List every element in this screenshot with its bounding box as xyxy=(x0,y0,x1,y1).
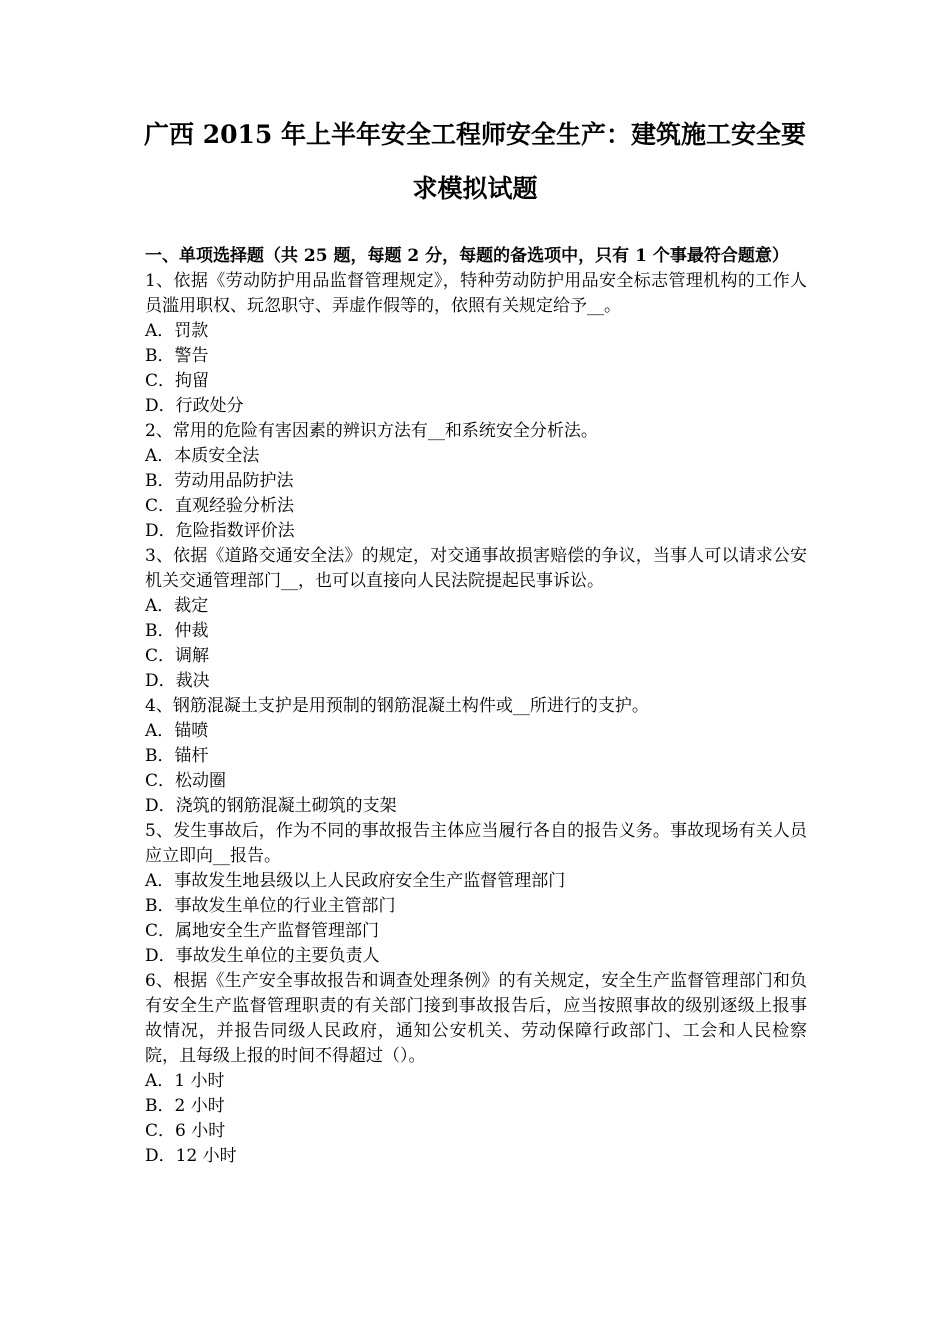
option-a: A．本质安全法 xyxy=(145,446,260,466)
question-stem: 1、依据《劳动防护用品监督管理规定》，特种劳动防护用品安全标志管理机构的工作人员滥用职权、玩忽职守、弄虚作假等的，依照有关规定给予__。 xyxy=(145,271,807,316)
question-stem: 5、发生事故后，作为不同的事故报告主体应当履行各自的报告义务。事故现场有关人员应立即向__报告。 xyxy=(145,821,807,866)
option-a: A．锚喷 xyxy=(145,721,209,741)
option-a: A．罚款 xyxy=(145,321,209,341)
section-heading: 一、单项选择题（共 25 题，每题 2 分，每题的备选项中，只有 1 个事最符合题意） xyxy=(145,246,789,266)
option-d: D．裁决 xyxy=(145,671,210,691)
question-stem: 6、根据《生产安全事故报告和调查处理条例》的有关规定，安全生产监督管理部门和负有安全生产监督管理职责的有关部门接到事故报告后，应当按照事故的级别逐级上报事故情况，并报告同级人民政府，通知公安机关、劳动保障行政部门、工会和人民检察院，且每级上报的时间不得超过（）。 xyxy=(145,971,807,1066)
option-c: C．属地安全生产监督管理部门 xyxy=(145,921,380,941)
option-b: B．事故发生单位的行业主管部门 xyxy=(145,896,396,916)
option-c: C．拘留 xyxy=(145,371,210,391)
option-b: B．劳动用品防护法 xyxy=(145,471,294,491)
option-c: C．调解 xyxy=(145,646,210,666)
question-2 xyxy=(145,419,807,544)
question-4 xyxy=(145,694,807,819)
option-a: A．1 小时 xyxy=(145,1071,225,1091)
question-stem: 4、钢筋混凝土支护是用预制的钢筋混凝土构件或__所进行的支护。 xyxy=(145,696,649,716)
document-body xyxy=(145,244,807,1169)
option-d: D．行政处分 xyxy=(145,396,244,416)
option-a: A．裁定 xyxy=(145,596,209,616)
question-1 xyxy=(145,269,807,419)
question-3 xyxy=(145,544,807,694)
option-b: B．锚杆 xyxy=(145,746,209,766)
question-6 xyxy=(145,969,807,1169)
option-b: B．2 小时 xyxy=(145,1096,225,1116)
option-d: D．12 小时 xyxy=(145,1146,237,1166)
option-d: D．事故发生单位的主要负责人 xyxy=(145,946,380,966)
option-d: D．危险指数评价法 xyxy=(145,521,295,541)
question-5 xyxy=(145,819,807,969)
option-c: C．6 小时 xyxy=(145,1121,226,1141)
document-title-line-2: 求模拟试题 xyxy=(412,174,538,203)
option-b: B．仲裁 xyxy=(145,621,209,641)
question-stem: 3、依据《道路交通安全法》的规定，对交通事故损害赔偿的争议，当事人可以请求公安机关交通管理部门__，也可以直接向人民法院提起民事诉讼。 xyxy=(145,546,807,591)
question-stem: 2、常用的危险有害因素的辨识方法有__和系统安全分析法。 xyxy=(145,421,598,441)
option-c: C．松动圈 xyxy=(145,771,227,791)
option-d: D．浇筑的钢筋混凝土砌筑的支架 xyxy=(145,796,397,816)
option-c: C．直观经验分析法 xyxy=(145,496,295,516)
document-title-line-1: 广西 2015 年上半年安全工程师安全生产：建筑施工安全要 xyxy=(144,120,806,149)
option-a: A．事故发生地县级以上人民政府安全生产监督管理部门 xyxy=(145,871,566,891)
option-b: B．警告 xyxy=(145,346,209,366)
